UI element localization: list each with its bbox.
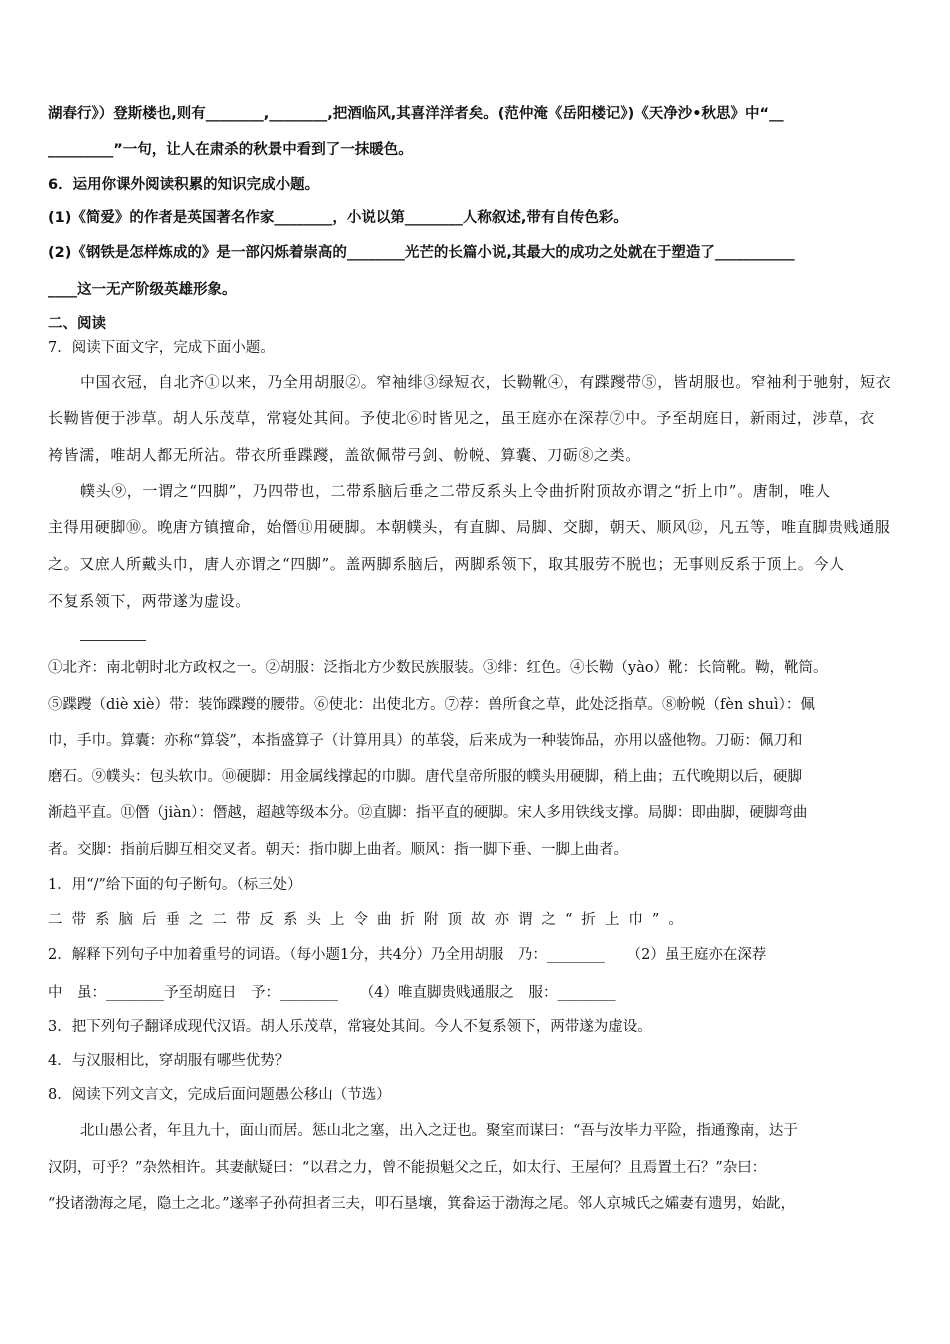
passage-2-line-3: “投诸渤海之尾，隐土之北。”遂率子孙荷担者三夫，叩石垦壤，箕畚运于渤海之尾。邻人京城氏之孀妻有遗男，始龀， <box>48 1196 796 1212</box>
subquestion-1: 1．用“/”给下面的句子断句。（标三处） <box>48 877 302 893</box>
subquestion-2-continued: 中 虽：________予至胡庭日 予：________ （4）唯直脚贵贱通服之 服：________ <box>48 985 616 1001</box>
passage-2-line-2: 汉阴，可乎？”杂然相许。其妻献疑曰：“以君之力，曾不能损魁父之丘，如太行、王屋何？且焉置土石？”杂曰： <box>48 1160 767 1176</box>
question-5-continuation: 湖春行》）登斯楼也,则有________,________,把酒临风,其喜洋洋者矣。(范仲淹《岳阳楼记》)《天净沙•秋思》中“__ <box>48 106 784 122</box>
question-5-end: _________”一句，让人在肃杀的秋景中看到了一抹暖色。 <box>48 142 413 158</box>
passage-paragraph-2-line-1: 幞头⑨，一谓之“四脚”，乃四带也，二带系脑后垂之二带反系头上令曲折附顶故亦谓之“折上巾”。唐制，唯人 <box>80 482 831 500</box>
footnote-line-5: 渐趋平直。⑪僭（jiàn）：僭越，超越等级本分。⑫直脚：指平直的硬脚。宋人多用铁线支撑。局脚：即曲脚，硬脚弯曲 <box>48 805 808 821</box>
subquestion-4: 4．与汉服相比，穿胡服有哪些优势？ <box>48 1053 290 1069</box>
question-6-part-1: (1)《简爱》的作者是英国著名作家________，小说以第________人称叙述,带有自传色彩。 <box>48 210 628 226</box>
passage-paragraph-1-line-1: 中国衣冠，自北齐①以来，乃全用胡服②。窄袖绯③绿短衣，长靿靴④，有蹀躞带⑤，皆胡服也。窄袖利于驰射，短衣 <box>80 373 892 391</box>
subquestion-1-sentence: 二带系脑后垂之二带反系头上令曲折附顶故亦谓之“折上巾”。 <box>48 912 692 928</box>
footnote-line-2: ⑤蹀躞（diè xiè）带：装饰蹀躞的腰带。⑥使北：出使北方。⑦荐：兽所食之草，此处泛指草。⑧帉帨（fèn shuì）：佩 <box>48 697 815 713</box>
footnote-divider <box>80 640 146 641</box>
passage-paragraph-2-line-3: 之。又庶人所戴头巾，唐人亦谓之“四脚”。盖两脚系脑后，两脚系领下，取其服劳不脱也；无事则反系于顶上。今人 <box>48 555 845 573</box>
passage-paragraph-1-line-3: 袴皆濡，唯胡人都无所沾。带衣所垂蹀躞，盖欲佩带弓剑、帉帨、算囊、刀砺⑧之类。 <box>48 446 641 464</box>
question-6-part-2: (2)《钢铁是怎样炼成的》是一部闪烁着崇高的________光芒的长篇小说,其最大的成功之处就在于塑造了___________ <box>48 245 795 261</box>
question-6-heading: 6．运用你课外阅读积累的知识完成小题。 <box>48 177 320 193</box>
footnote-line-6: 者。交脚：指前后脚互相交叉者。朝天：指巾脚上曲者。顺风：指一脚下垂、一脚上曲者。 <box>48 842 628 858</box>
subquestion-3: 3．把下列句子翻译成现代汉语。胡人乐茂草，常寝处其间。今人不复系领下，两带遂为虚设。 <box>48 1019 652 1035</box>
footnote-line-3: 巾，手巾。算囊：亦称“算袋”，本指盛算子（计算用具）的革袋，后来成为一种装饰品，亦用以盛他物。刀砺：佩刀和 <box>48 733 803 749</box>
footnote-line-1: ①北齐：南北朝时北方政权之一。②胡服：泛指北方少数民族服装。③绯：红色。④长靿（yào）靴：长筒靴。靿，靴筒。 <box>48 660 828 676</box>
passage-2-line-1: 北山愚公者，年且九十，面山而居。惩山北之塞，出入之迂也。聚室而谋曰：“吾与汝毕力平险，指通豫南，达于 <box>80 1123 798 1139</box>
section-reading-heading: 二、阅读 <box>48 316 106 332</box>
passage-paragraph-2-line-4: 不复系领下，两带遂为虚设。 <box>48 592 251 610</box>
question-6-part-2-end: ____这一无产阶级英雄形象。 <box>48 282 237 298</box>
question-8-heading: 8．阅读下列文言文，完成后面问题愚公移山（节选） <box>48 1087 391 1103</box>
subquestion-2: 2．解释下列句子中加着重号的词语。（每小题1分，共4分）乃全用胡服 乃：________ （2）虽王庭亦在深荐 <box>48 947 767 963</box>
passage-paragraph-2-line-2: 主得用硬脚⑩。晚唐方镇擅命，始僭⑪用硬脚。本朝幞头，有直脚、局脚、交脚，朝天、顺风⑫，凡五等，唯直脚贵贱通服 <box>48 518 891 536</box>
footnote-line-4: 磨石。⑨幞头：包头软巾。⑩硬脚：用金属线撑起的巾脚。唐代皇帝所服的幞头用硬脚，稍上曲；五代晚期以后，硬脚 <box>48 769 802 785</box>
passage-paragraph-1-line-2: 长靿皆便于涉草。胡人乐茂草，常寝处其间。予使北⑥时皆见之，虽王庭亦在深荐⑦中。予至胡庭日，新雨过，涉草，衣 <box>48 409 875 427</box>
question-7-heading: 7．阅读下面文字，完成下面小题。 <box>48 340 275 356</box>
